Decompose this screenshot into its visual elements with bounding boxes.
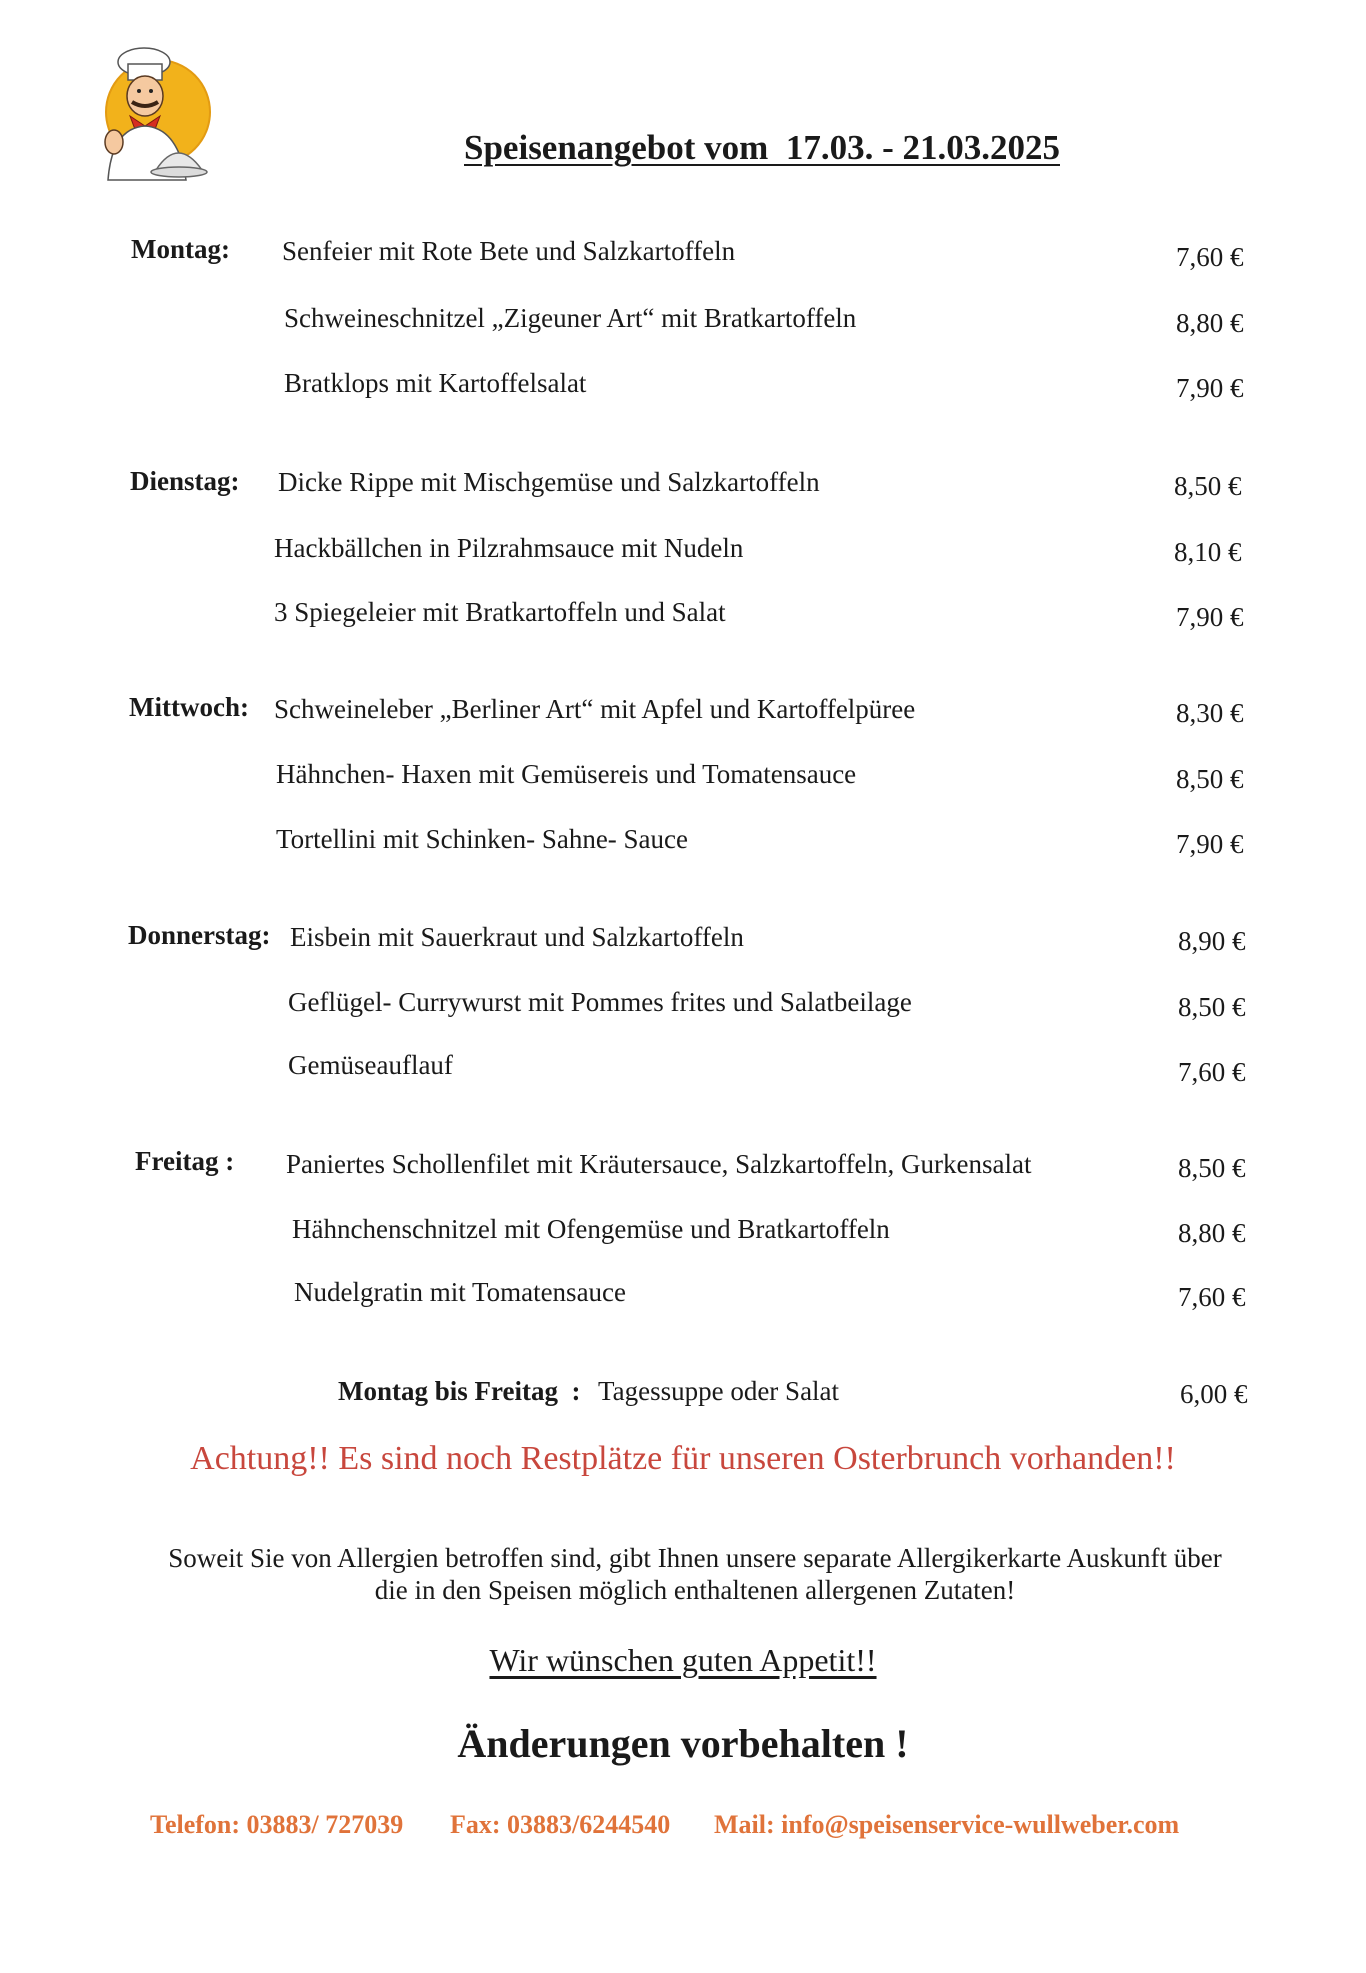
dish-name: Schweineschnitzel „Zigeuner Art“ mit Bratkartoffeln [284, 303, 857, 333]
dish-name: Senfeier mit Rote Bete und Salzkartoffeln [282, 236, 736, 266]
dish-price: 7,60 € [1176, 242, 1244, 272]
daily-label: Montag bis Freitag : [338, 1376, 581, 1406]
chef-icon [78, 40, 218, 190]
dish-name: Schweineleber „Berliner Art“ mit Apfel und Kartoffelpüree [274, 694, 916, 724]
dish-price: 8,80 € [1178, 1218, 1246, 1248]
contact-mail: Mail: info@speisenservice-wullweber.com [714, 1810, 1180, 1839]
dish-price: 7,90 € [1176, 602, 1244, 632]
day-label-donnerstag: Donnerstag: [128, 920, 271, 950]
easter-brunch-notice: Achtung!! Es sind noch Restplätze für unseren Osterbrunch vorhanden!! [190, 1440, 1176, 1477]
day-label-montag: Montag: [131, 234, 230, 264]
dish-price: 8,50 € [1176, 764, 1244, 794]
dish-name: Hähnchen- Haxen mit Gemüsereis und Tomatensauce [276, 759, 857, 789]
allergy-line-1: Soweit Sie von Allergien betroffen sind, gibt Ihnen unsere separate Allergikerkarte Auskunft über [168, 1543, 1222, 1573]
appetit-greeting: Wir wünschen guten Appetit!! [489, 1642, 877, 1678]
dish-price: 7,90 € [1176, 829, 1244, 859]
dish-name: Paniertes Schollenfilet mit Kräutersauce, Salzkartoffeln, Gurkensalat [286, 1149, 1032, 1179]
day-label-dienstag: Dienstag: [130, 466, 240, 496]
contact-fax: Fax: 03883/6244540 [450, 1810, 671, 1839]
dish-price: 7,60 € [1178, 1057, 1246, 1087]
allergy-line-2: die in den Speisen möglich enthaltenen allergenen Zutaten! [374, 1575, 1016, 1605]
dish-name: Geflügel- Currywurst mit Pommes frites und Salatbeilage [288, 987, 912, 1017]
changes-reserved: Änderungen vorbehalten ! [457, 1721, 909, 1766]
dish-name: Dicke Rippe mit Mischgemüse und Salzkartoffeln [278, 467, 820, 497]
dish-price: 8,80 € [1176, 308, 1244, 338]
dish-price: 8,30 € [1176, 698, 1244, 728]
dish-price: 8,50 € [1174, 471, 1242, 501]
dish-name: 3 Spiegeleier mit Bratkartoffeln und Salat [274, 597, 726, 627]
dish-price: 7,90 € [1176, 373, 1244, 403]
day-label-mittwoch: Mittwoch: [129, 692, 249, 722]
dish-price: 8,90 € [1178, 926, 1246, 956]
daily-price: 6,00 € [1180, 1379, 1248, 1409]
dish-price: 7,60 € [1178, 1282, 1246, 1312]
dish-name: Eisbein mit Sauerkraut und Salzkartoffeln [290, 922, 744, 952]
dish-name: Hackbällchen in Pilzrahmsauce mit Nudeln [274, 533, 744, 563]
dish-name: Bratklops mit Kartoffelsalat [284, 368, 587, 398]
dish-name: Hähnchenschnitzel mit Ofengemüse und Bratkartoffeln [292, 1214, 890, 1244]
dish-price: 8,50 € [1178, 992, 1246, 1022]
dish-name: Tortellini mit Schinken- Sahne- Sauce [276, 824, 689, 854]
dish-name: Nudelgratin mit Tomatensauce [294, 1277, 627, 1307]
dish-name: Gemüseauflauf [288, 1050, 453, 1080]
daily-dish: Tagessuppe oder Salat [598, 1376, 840, 1406]
dish-price: 8,10 € [1174, 537, 1242, 567]
dish-price: 8,50 € [1178, 1153, 1246, 1183]
allergy-info [120, 1542, 1270, 1606]
page-title: Speisenangebot vom 17.03. - 21.03.2025 [464, 128, 1060, 167]
day-label-freitag: Freitag : [135, 1146, 235, 1176]
contact-phone: Telefon: 03883/ 727039 [150, 1810, 404, 1839]
